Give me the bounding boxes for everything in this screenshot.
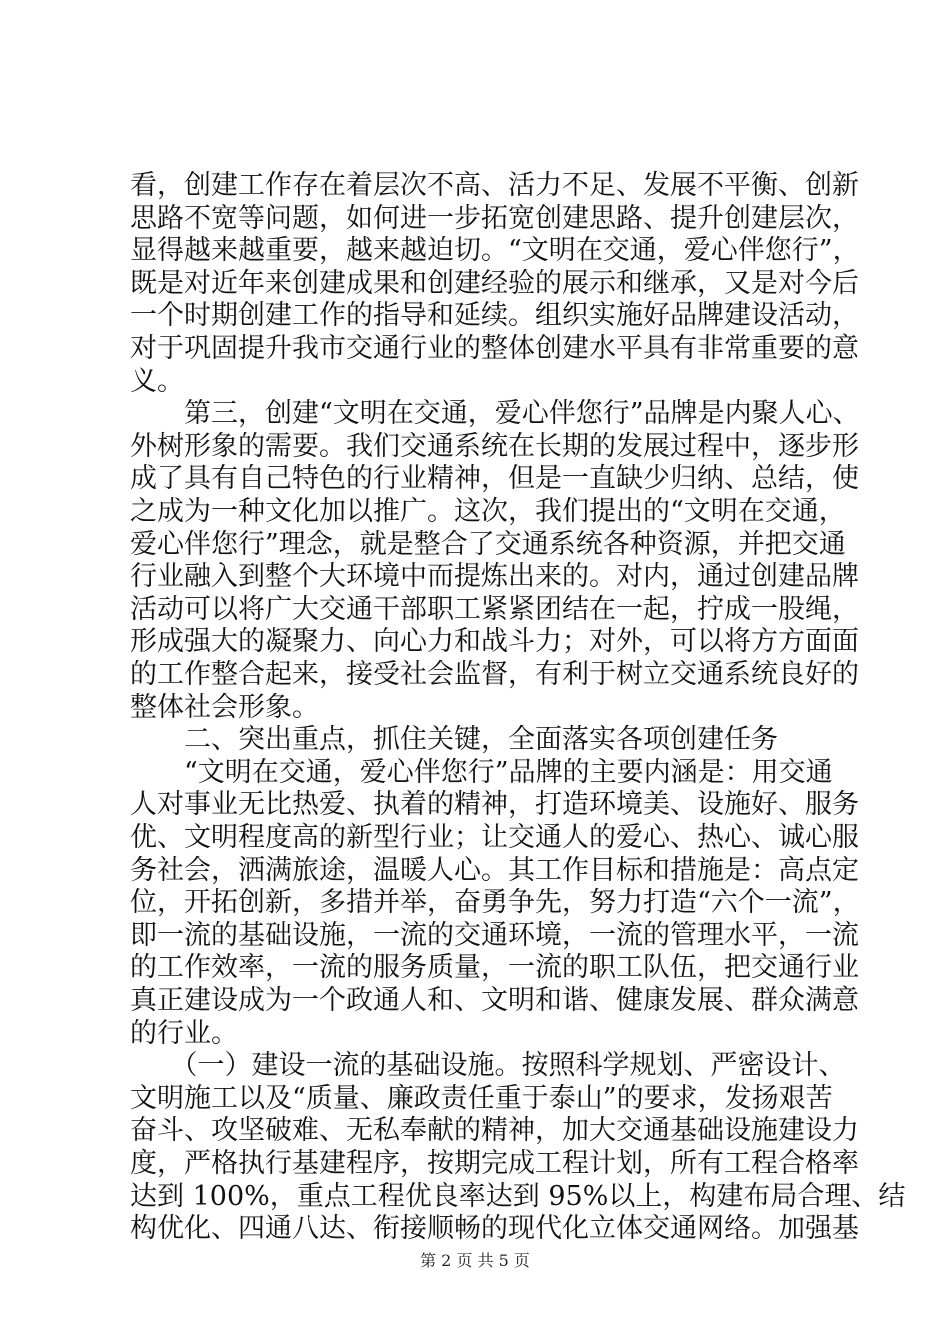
page-footer: 第 2 页 共 5 页 — [420, 1251, 530, 1270]
text-line: 看，创建工作存在着层次不高、活力不足、发展不平衡、创新 — [130, 170, 859, 201]
text-line: 活动可以将广大交通干部职工紧紧团结在一起，拧成一股绳， — [130, 593, 859, 625]
text-line: “文明在交通，爱心伴您行”品牌的主要内涵是：用交通 — [130, 756, 833, 788]
text-line: 达到 100%，重点工程优良率达到 95%以上，构建布局合理、结 — [130, 1180, 906, 1212]
text-line: 优、文明程度高的新型行业；让交通人的爱心、热心、诚心服 — [130, 822, 859, 853]
text-line: 文明施工以及“质量、廉政责任重于泰山”的要求，发扬艰苦 — [130, 1082, 833, 1114]
text-line: （一）建设一流的基础设施。按照科学规划、严密设计、 — [130, 1050, 846, 1082]
text-line: 显得越来越重要，越来越迫切。“文明在交通，爱心伴您行”， — [130, 235, 860, 267]
text-line: 真正建设成为一个政通人和、文明和谐、健康发展、群众满意 — [130, 985, 859, 1016]
text-line: 人对事业无比热爱、执着的精神，打造环境美、设施好、服务 — [130, 789, 859, 821]
section-heading: 二、突出重点，抓住关键，全面落实各项创建任务 — [130, 724, 778, 756]
text-line: 务社会，洒满旅途，温暖人心。其工作目标和措施是：高点定 — [130, 854, 859, 886]
text-line: 即一流的基础设施，一流的交通环境，一流的管理水平，一流 — [130, 919, 859, 951]
text-line: 构优化、四通八达、衔接顺畅的现代化立体交通网络。加强基 — [130, 1213, 859, 1245]
text-line: 行业融入到整个大环境中而提炼出来的。对内，通过创建品牌 — [130, 561, 859, 593]
text-line: 度，严格执行基建程序，按期完成工程计划，所有工程合格率 — [130, 1148, 859, 1179]
text-line: 义。 — [130, 365, 184, 397]
text-line: 思路不宽等问题，如何进一步拓宽创建思路、提升创建层次， — [130, 202, 859, 234]
text-line: 对于巩固提升我市交通行业的整体创建水平具有非常重要的意 — [130, 333, 859, 364]
text-line: 第三，创建“文明在交通，爱心伴您行”品牌是内聚人心、 — [130, 398, 860, 430]
text-line: 爱心伴您行”理念，就是整合了交通系统各种资源，并把交通 — [130, 528, 846, 560]
text-line: 的行业。 — [130, 1017, 238, 1049]
text-line: 成了具有自己特色的行业精神，但是一直缺少归纳、总结，使 — [130, 463, 859, 495]
text-line: 外树形象的需要。我们交通系统在长期的发展过程中，逐步形 — [130, 430, 859, 462]
text-line: 之成为一种文化加以推广。这次，我们提出的“文明在交通， — [130, 496, 846, 527]
text-line: 奋斗、攻坚破难、无私奉献的精神，加大交通基础设施建设力 — [130, 1115, 859, 1147]
text-line: 整体社会形象。 — [130, 691, 319, 723]
text-line: 一个时期创建工作的指导和延续。组织实施好品牌建设活动， — [130, 300, 859, 332]
text-line: 的工作效率，一流的服务质量，一流的职工队伍，把交通行业 — [130, 952, 859, 984]
text-line: 既是对近年来创建成果和创建经验的展示和继承，又是对今后 — [130, 267, 859, 299]
text-line: 位，开拓创新，多措并举，奋勇争先，努力打造“六个一流”， — [130, 887, 860, 919]
text-line: 形成强大的凝聚力、向心力和战斗力；对外，可以将方方面面 — [130, 626, 859, 658]
text-line: 的工作整合起来，接受社会监督，有利于树立交通系统良好的 — [130, 659, 859, 690]
